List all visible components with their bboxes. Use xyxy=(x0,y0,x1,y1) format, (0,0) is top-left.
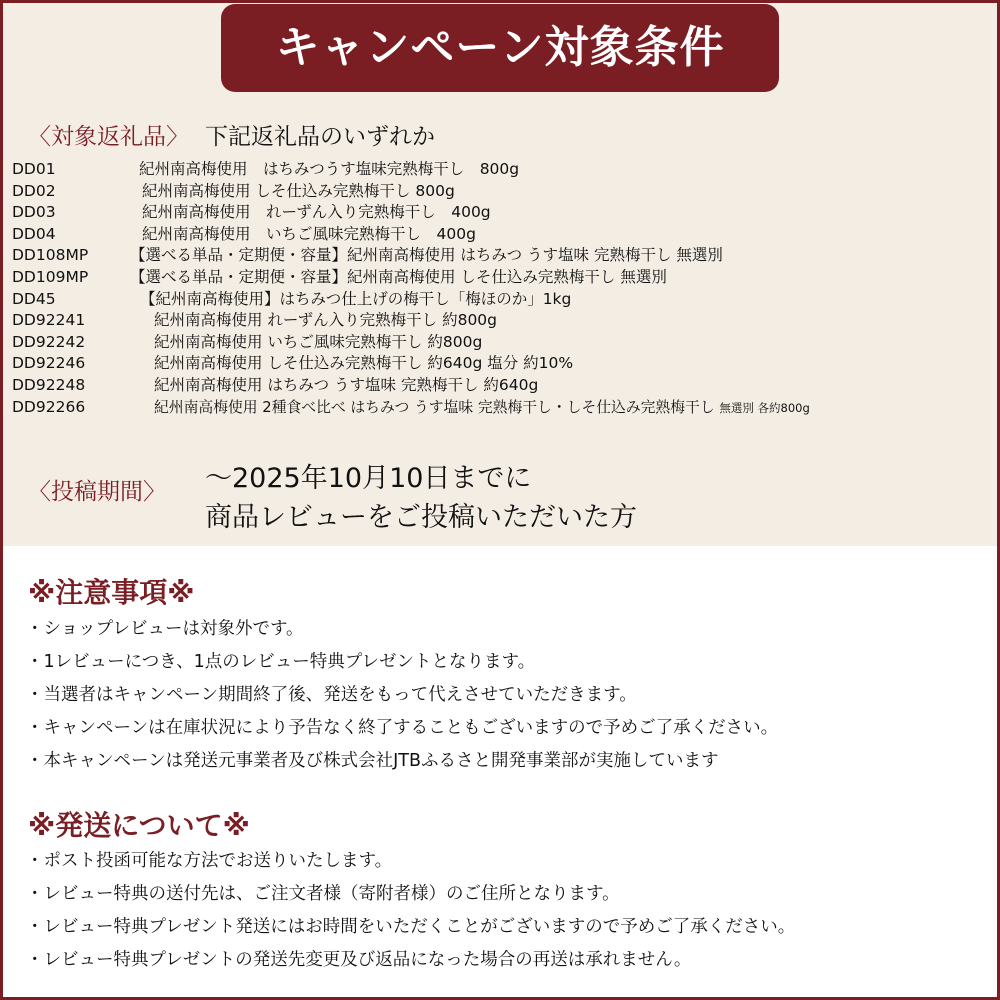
shipping-item: ・ポスト投函可能な方法でお送りいたします。 xyxy=(26,851,393,871)
product-code: DD92246 xyxy=(12,354,86,373)
product-name: 紀州南高梅使用 しそ仕込み完熟梅干し 約640g 塩分 約10% xyxy=(154,354,574,373)
product-name: 紀州南高梅使用 はちみつ うす塩味 完熟梅干し 約640g xyxy=(154,376,539,394)
page-title: キャンペーン対象条件 xyxy=(221,4,779,92)
product-name: 【選べる単品・定期便・容量】紀州南高梅使用 はちみつ うす塩味 完熟梅干し 無選別 xyxy=(130,246,723,265)
product-code: DD01 xyxy=(12,160,56,178)
period-line-2: 商品レビューをご投稿いただいた方 xyxy=(205,502,637,533)
period-label: 〈投稿期間〉 xyxy=(28,479,166,505)
product-name: 紀州南高梅使用 いちご風味完熟梅干し 400g xyxy=(142,224,476,243)
shipping-item: ・レビュー特典プレゼントの発送先変更及び返品になった場合の再送は承れません。 xyxy=(26,950,692,970)
period-line-1: ～2025年10月10日までに xyxy=(205,463,532,494)
product-code: DD03 xyxy=(12,203,56,222)
product-name: 紀州南高梅使用 しそ仕込み完熟梅干し 800g xyxy=(142,181,455,200)
product-code: DD92248 xyxy=(12,376,86,394)
caution-item: ・キャンペーンは在庫状況により予告なく終了することもございますので予めご了承ください。 xyxy=(26,718,779,738)
target-text: 下記返礼品のいずれか xyxy=(205,124,435,150)
caution-heading: ※注意事項※ xyxy=(28,576,195,609)
shipping-item: ・レビュー特典の送付先は、ご注文者様（寄附者様）のご住所となります。 xyxy=(26,884,620,904)
product-code: DD92266 xyxy=(12,397,86,416)
product-code: DD92241 xyxy=(12,311,86,330)
product-code: DD45 xyxy=(12,289,56,308)
product-name: 紀州南高梅使用 2種食べ比べ はちみつ うす塩味 完熟梅干し・しそ仕込み完熟梅干し 無選別 各約800g xyxy=(154,398,810,416)
product-code: DD109MP xyxy=(12,268,89,286)
shipping-item: ・レビュー特典プレゼント発送にはお時間をいただくことがございますので予めご了承ください。 xyxy=(26,917,796,937)
product-name: 【選べる単品・定期便・容量】紀州南高梅使用 しそ仕込み完熟梅干し 無選別 xyxy=(130,268,667,286)
product-code: DD92242 xyxy=(12,332,86,351)
product-name: 【紀州南高梅使用】はちみつ仕上げの梅干し「梅ほのか」1kg xyxy=(140,289,572,308)
product-name: 紀州南高梅使用 いちご風味完熟梅干し 約800g xyxy=(154,332,483,351)
product-code: DD04 xyxy=(12,224,56,243)
product-code: DD108MP xyxy=(12,246,89,265)
product-name: 紀州南高梅使用 はちみつうす塩味完熟梅干し 800g xyxy=(139,160,520,178)
product-name-suffix: 無選別 各約800g xyxy=(719,400,810,415)
target-label: 〈対象返礼品〉 xyxy=(28,124,189,150)
product-name: 紀州南高梅使用 れーずん入り完熟梅干し 400g xyxy=(142,203,491,222)
caution-item: ・1レビューにつき、1点のレビュー特典プレゼントとなります。 xyxy=(26,652,536,672)
shipping-heading: ※発送について※ xyxy=(28,809,250,842)
caution-item: ・本キャンペーンは発送元事業者及び株式会社JTBふるさと開発事業部が実施しています xyxy=(26,751,719,771)
caution-item: ・当選者はキャンペーン期間終了後、発送をもって代えさせていただきます。 xyxy=(26,685,637,705)
caution-item: ・ショップレビューは対象外です。 xyxy=(26,619,304,639)
product-code: DD02 xyxy=(12,181,56,200)
period-text xyxy=(205,459,637,537)
product-name: 紀州南高梅使用 れーずん入り完熟梅干し 約800g xyxy=(154,311,498,330)
